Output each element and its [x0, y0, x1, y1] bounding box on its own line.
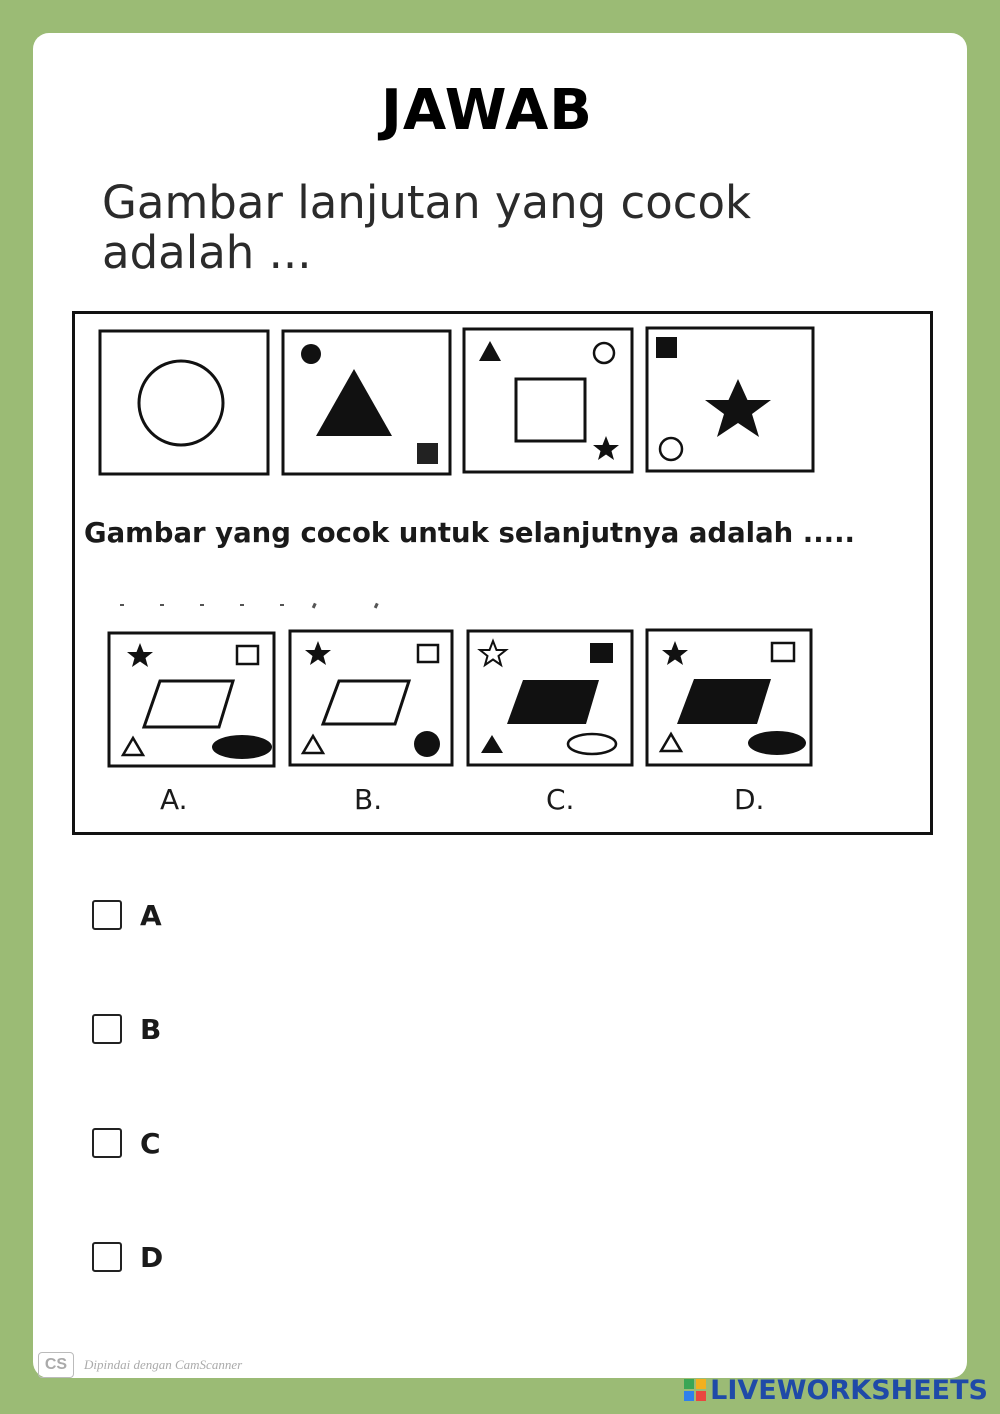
puzzle-prompt: Gambar yang cocok untuk selanjutnya adalah .....	[84, 517, 856, 549]
choice-a[interactable]	[92, 898, 162, 932]
camscanner-logo: CS	[38, 1352, 74, 1378]
option-letter-a: A.	[160, 783, 188, 816]
option-d-figure	[647, 630, 811, 765]
option-letter-c: C.	[546, 783, 575, 816]
checkbox-a[interactable]	[92, 900, 122, 930]
option-a-figure	[109, 633, 274, 766]
question-text: Gambar lanjutan yang cocok adalah ...	[102, 176, 752, 279]
circle-shape	[139, 361, 223, 445]
scanner-watermark	[38, 1350, 242, 1380]
small-circle-shape	[660, 438, 682, 460]
brand-text: LIVEWORKSHEETS	[710, 1374, 988, 1406]
option-letter-d: D.	[734, 783, 765, 816]
choice-label-b: B	[140, 1012, 162, 1046]
square-outline-shape	[516, 379, 585, 441]
page-title: JAWAB	[381, 78, 593, 143]
option-c-figure	[468, 631, 632, 765]
sequence-frame-1	[100, 331, 268, 474]
choice-b[interactable]	[92, 1012, 161, 1046]
choice-label-d: D	[140, 1240, 164, 1274]
liveworksheets-logo[interactable]	[684, 1372, 988, 1408]
choice-c[interactable]	[92, 1126, 161, 1160]
option-b-figure	[290, 631, 452, 765]
choice-label-a: A	[140, 898, 162, 932]
small-triangle-shape	[479, 341, 501, 361]
small-circle-shape	[594, 343, 614, 363]
checkbox-c[interactable]	[92, 1128, 122, 1158]
star-shape	[705, 379, 771, 437]
option-letter-b: B.	[354, 783, 383, 816]
sequence-frame-2	[283, 331, 450, 474]
liveworksheets-icon	[684, 1379, 706, 1401]
scanner-text: Dipindai dengan CamScanner	[84, 1357, 243, 1372]
square-shape	[417, 443, 438, 464]
checkbox-d[interactable]	[92, 1242, 122, 1272]
scan-marks	[120, 603, 379, 609]
small-star-shape	[593, 436, 619, 460]
sequence-frame-3	[464, 329, 632, 472]
sequence-frame-4	[647, 328, 813, 471]
checkbox-b[interactable]	[92, 1014, 122, 1044]
triangle-shape	[316, 369, 392, 436]
dot-shape	[301, 344, 321, 364]
choice-d[interactable]	[92, 1240, 163, 1274]
small-square-shape	[656, 337, 677, 358]
choice-label-c: C	[140, 1126, 161, 1160]
